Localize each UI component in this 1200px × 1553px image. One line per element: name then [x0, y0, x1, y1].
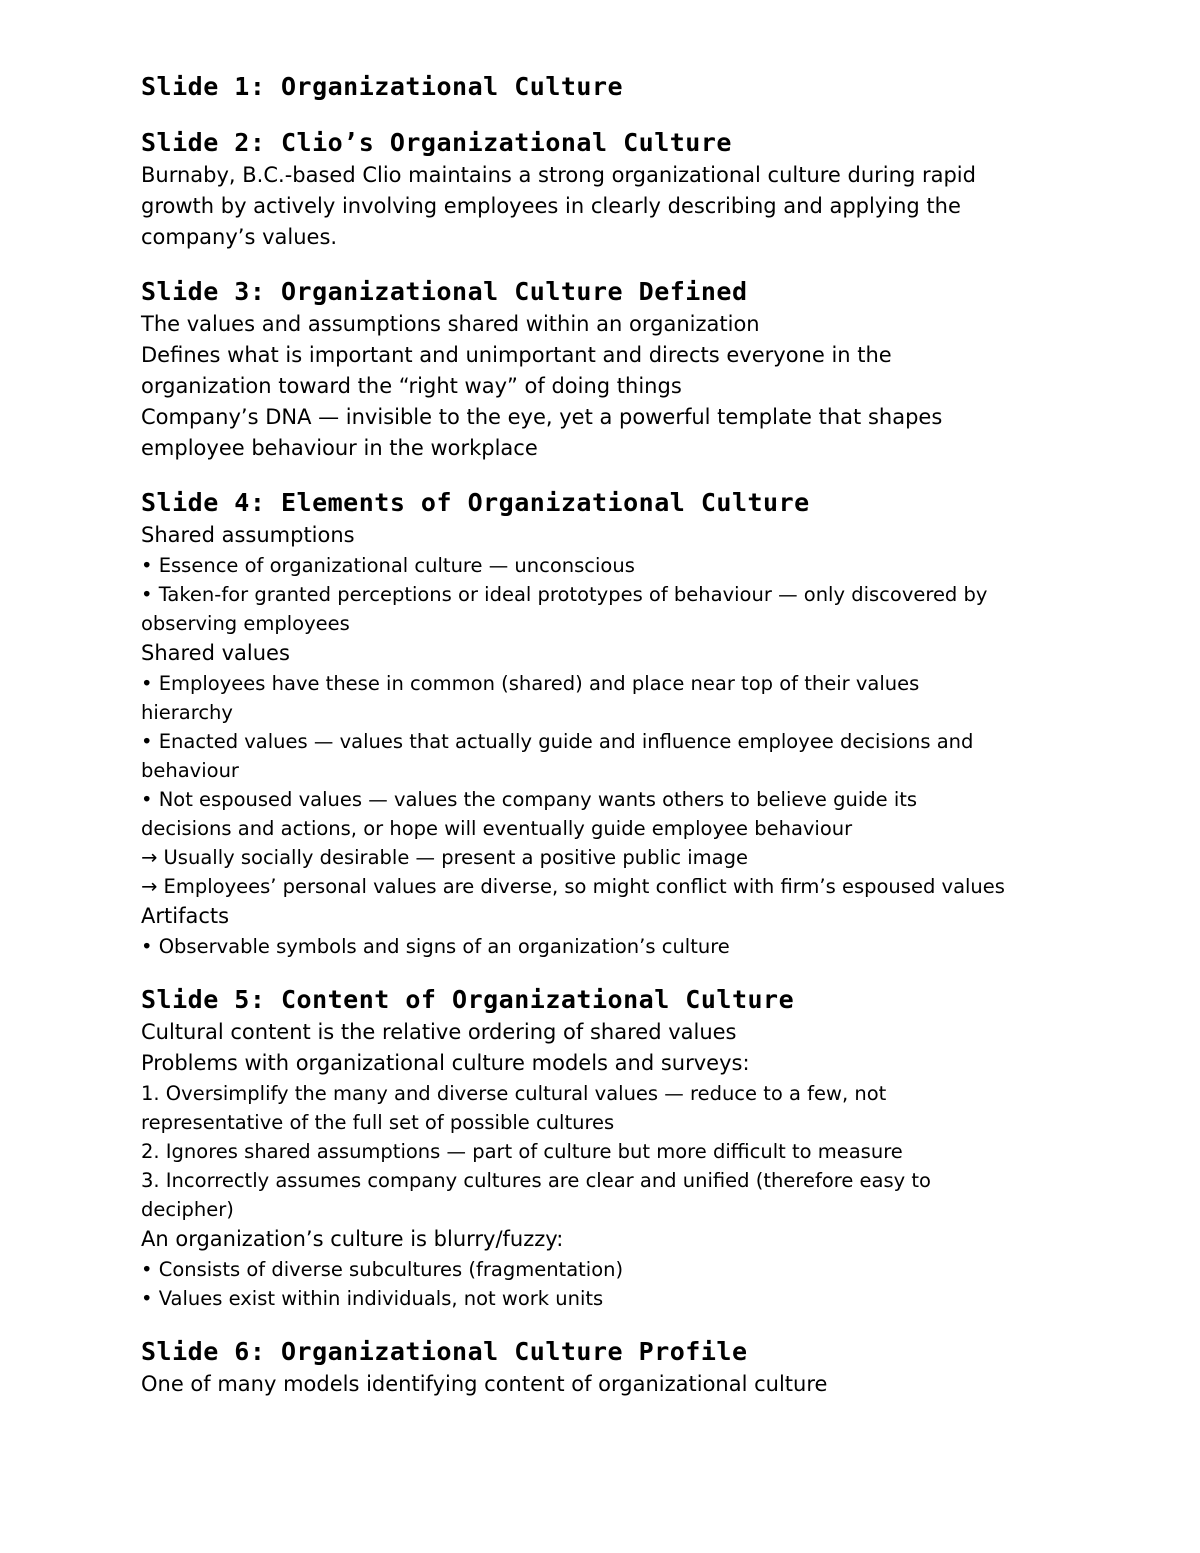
slide-5-line: • Consists of diverse subcultures (fragmentation)	[141, 1258, 624, 1281]
slide-3-line: The values and assumptions shared within an organization	[141, 312, 760, 336]
slide-4-line: Artifacts	[141, 904, 230, 928]
slide-3-line: Company’s DNA — invisible to the eye, yet a powerful template that shapes	[141, 405, 943, 429]
slide-6-line: One of many models identifying content of organizational culture	[141, 1372, 828, 1396]
slide-5-line: decipher)	[141, 1198, 234, 1221]
slide-section-5	[141, 983, 1080, 1313]
slide-2-line: growth by actively involving employees in clearly describing and applying the	[141, 194, 961, 218]
slide-4-line: • Not espoused values — values the company wants others to believe guide its	[141, 788, 918, 811]
slide-title-3: Slide 3: Organizational Culture Defined	[141, 277, 748, 306]
slide-4-line: Shared values	[141, 641, 290, 665]
slide-4-line: hierarchy	[141, 701, 233, 724]
slide-4-line: • Enacted values — values that actually guide and influence employee decisions and	[141, 730, 974, 753]
slide-4-line: Shared assumptions	[141, 523, 355, 547]
slide-4-line: behaviour	[141, 759, 239, 782]
slide-4-line: → Usually socially desirable — present a positive public image	[141, 846, 748, 869]
slide-section-3	[141, 275, 1080, 464]
slide-5-line: representative of the full set of possible cultures	[141, 1111, 615, 1134]
slide-5-line: 2. Ignores shared assumptions — part of culture but more difficult to measure	[141, 1140, 903, 1163]
slide-3-line: organization toward the “right way” of doing things	[141, 374, 682, 398]
slide-5-line: 1. Oversimplify the many and diverse cultural values — reduce to a few, not	[141, 1082, 887, 1105]
slide-section-4	[141, 486, 1080, 961]
slide-4-line: • Observable symbols and signs of an organization’s culture	[141, 935, 730, 958]
slide-4-line: • Essence of organizational culture — unconscious	[141, 554, 635, 577]
slide-4-line: decisions and actions, or hope will eventually guide employee behaviour	[141, 817, 853, 840]
slide-4-line: • Employees have these in common (shared) and place near top of their values	[141, 672, 920, 695]
slide-section-2	[141, 126, 1080, 253]
slide-4-line: • Taken-for granted perceptions or ideal prototypes of behaviour — only discovered by	[141, 583, 988, 606]
slide-title-2: Slide 2: Clio’s Organizational Culture	[141, 128, 732, 157]
slide-5-line: Problems with organizational culture models and surveys:	[141, 1051, 750, 1075]
slide-3-line: Defines what is important and unimportant and directs everyone in the	[141, 343, 892, 367]
slide-4-line: observing employees	[141, 612, 350, 635]
slide-2-line: company’s values.	[141, 225, 338, 249]
slide-5-line: 3. Incorrectly assumes company cultures are clear and unified (therefore easy to	[141, 1169, 931, 1192]
slide-5-line: Cultural content is the relative ordering of shared values	[141, 1020, 737, 1044]
slide-title-1: Slide 1: Organizational Culture	[141, 72, 624, 101]
slide-title-5: Slide 5: Content of Organizational Culture	[141, 985, 795, 1014]
slide-4-line: → Employees’ personal values are diverse, so might conflict with firm’s espoused values	[141, 875, 1005, 898]
slide-2-line: Burnaby, B.C.-based Clio maintains a strong organizational culture during rapid	[141, 163, 976, 187]
slide-section-6	[141, 1335, 1080, 1400]
slide-5-line: An organization’s culture is blurry/fuzzy:	[141, 1227, 564, 1251]
slide-title-4: Slide 4: Elements of Organizational Culture	[141, 488, 810, 517]
slide-title-6: Slide 6: Organizational Culture Profile	[141, 1337, 748, 1366]
slide-5-line: • Values exist within individuals, not work units	[141, 1287, 604, 1310]
slide-3-line: employee behaviour in the workplace	[141, 436, 538, 460]
slide-section-1	[141, 70, 1080, 104]
